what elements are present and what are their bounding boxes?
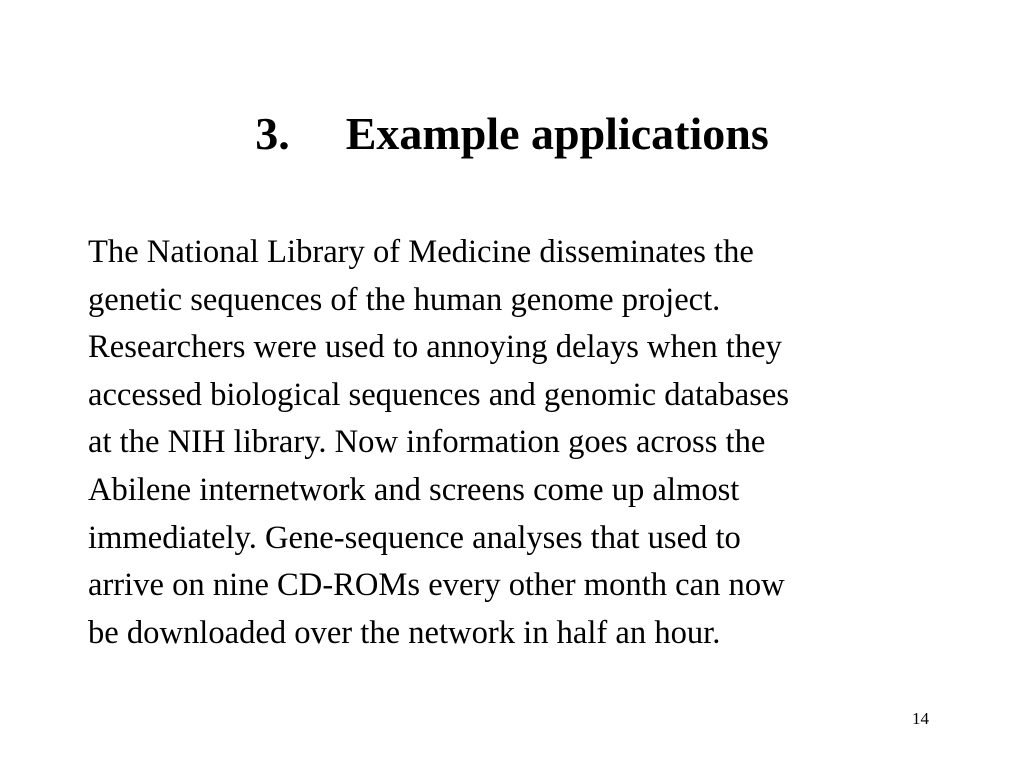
body-line: be downloaded over the network in half an hour.	[88, 614, 721, 651]
body-line: The National Library of Medicine disseminates the	[88, 234, 754, 270]
body-line: Researchers were used to annoying delays when they	[88, 329, 782, 366]
body-paragraph	[88, 229, 958, 657]
slide-title	[0, 104, 1024, 164]
body-line: Abilene internetwork and screens come up almost	[88, 471, 740, 508]
body-line: immediately. Gene-sequence analyses that used to	[88, 519, 741, 556]
body-line: accessed biological sequences and genomic databases	[88, 376, 790, 413]
body-line: genetic sequences of the human genome project.	[88, 281, 721, 318]
title-text: Example applications	[345, 108, 769, 159]
page-number: 14	[912, 709, 929, 728]
body-line: arrive on nine CD-ROMs every other month can now	[88, 567, 785, 604]
title-number: 3.	[255, 108, 290, 159]
body-line: at the NIH library. Now information goes across the	[88, 424, 766, 461]
